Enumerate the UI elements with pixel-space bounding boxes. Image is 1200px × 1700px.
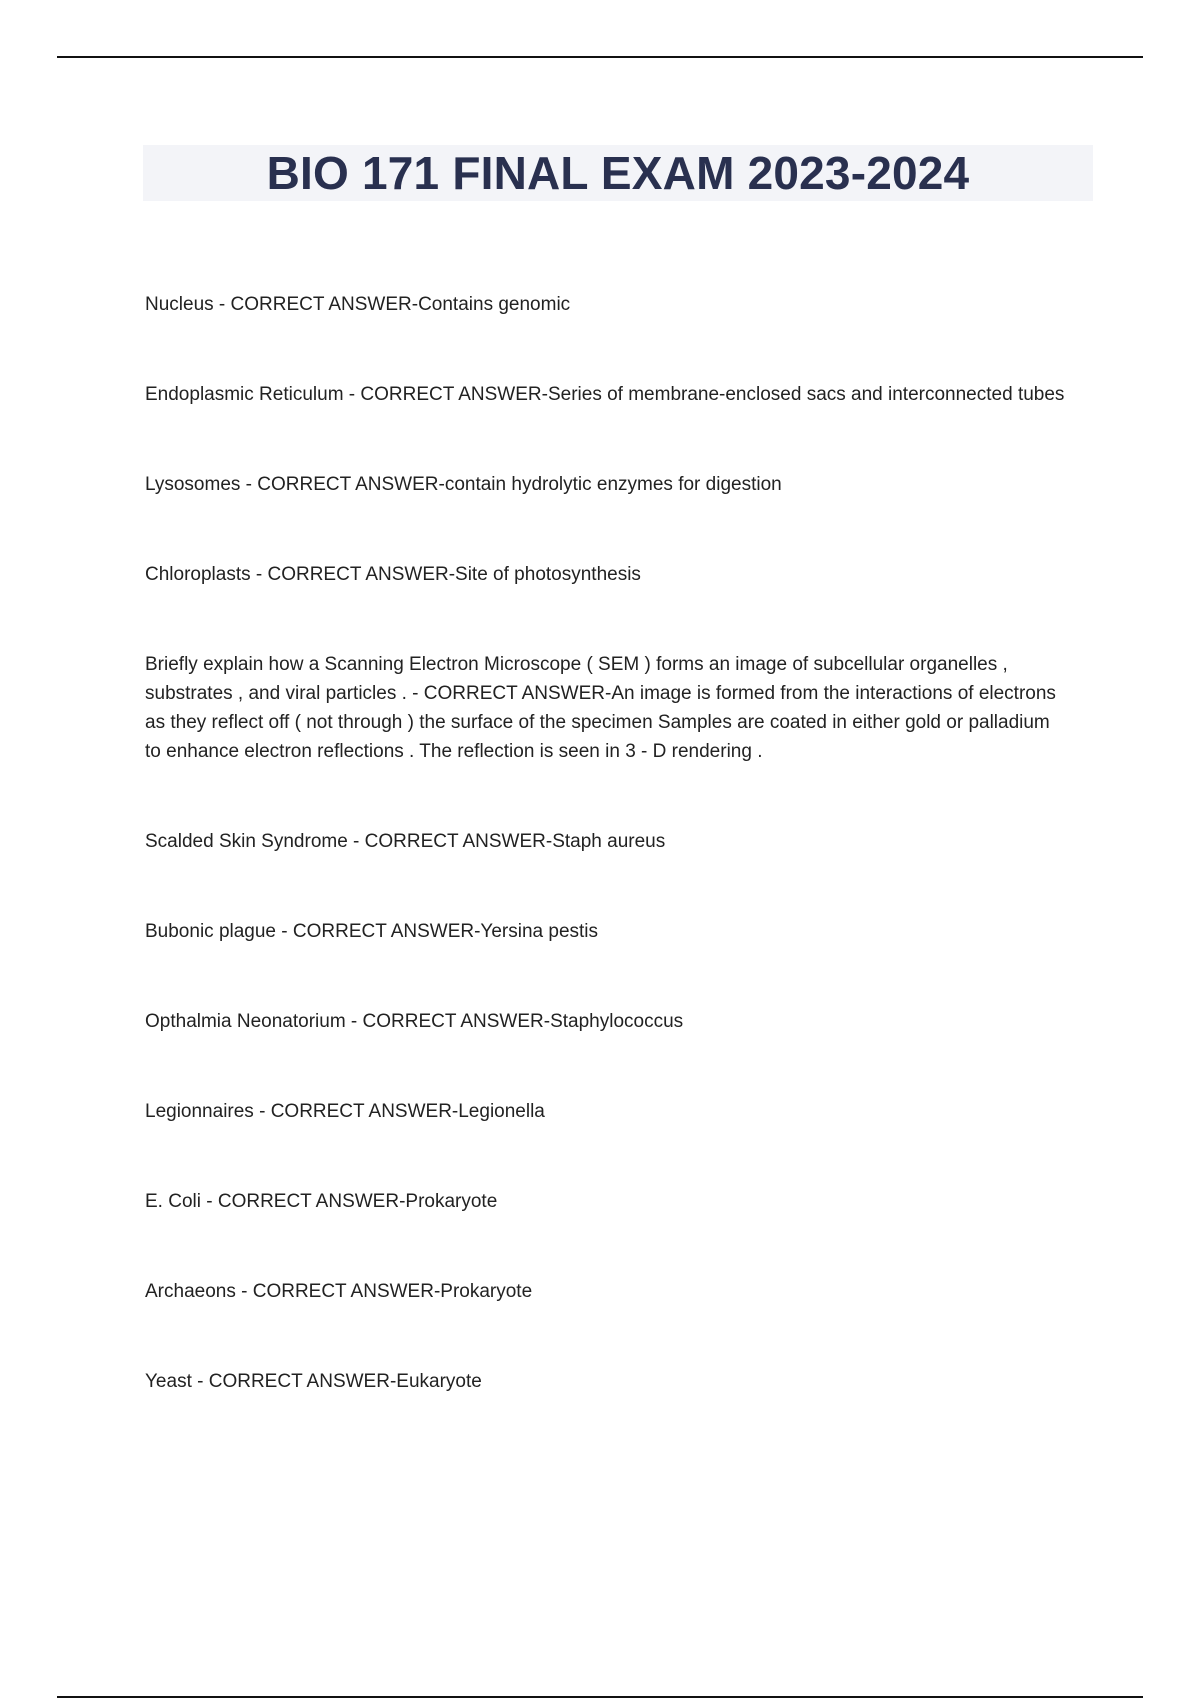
qa-item-nucleus: Nucleus - CORRECT ANSWER-Contains genomic: [145, 294, 571, 315]
qa-item-opthalmia: Opthalmia Neonatorium - CORRECT ANSWER-Staphylococcus: [145, 1011, 684, 1032]
qa-item-bubonic-plague: Bubonic plague - CORRECT ANSWER-Yersina pestis: [145, 921, 599, 942]
qa-item-e-coli: E. Coli - CORRECT ANSWER-Prokaryote: [145, 1191, 498, 1212]
bottom-divider: [57, 1696, 1143, 1698]
page-title: BIO 171 FINAL EXAM 2023-2024: [266, 147, 970, 199]
title-banner: [143, 145, 1093, 201]
qa-item-sem: Briefly explain how a Scanning Electron Microscope ( SEM ) forms an image of subcellular organelles , substrates , and viral particles . - CORRECT ANSWER-An image is formed from the interactions of electrons as they reflect off ( not through ) the surface of the specimen Samples are coated in either gold or palladium to enhance electron reflections . The reflection is seen in 3 - D rendering .: [145, 654, 1056, 762]
qa-item-yeast: Yeast - CORRECT ANSWER-Eukaryote: [145, 1371, 482, 1392]
top-divider: [57, 56, 1143, 58]
qa-item-scalded-skin: Scalded Skin Syndrome - CORRECT ANSWER-Staph aureus: [145, 831, 666, 852]
qa-item-archaeons: Archaeons - CORRECT ANSWER-Prokaryote: [145, 1281, 533, 1302]
qa-item-legionnaires: Legionnaires - CORRECT ANSWER-Legionella: [145, 1101, 545, 1122]
question-answer-list: [145, 290, 1065, 1457]
qa-item-endoplasmic-reticulum: Endoplasmic Reticulum - CORRECT ANSWER-Series of membrane-enclosed sacs and interconnected tubes: [145, 384, 1065, 405]
qa-item-chloroplasts: Chloroplasts - CORRECT ANSWER-Site of photosynthesis: [145, 564, 641, 585]
qa-item-lysosomes: Lysosomes - CORRECT ANSWER-contain hydrolytic enzymes for digestion: [145, 474, 782, 495]
